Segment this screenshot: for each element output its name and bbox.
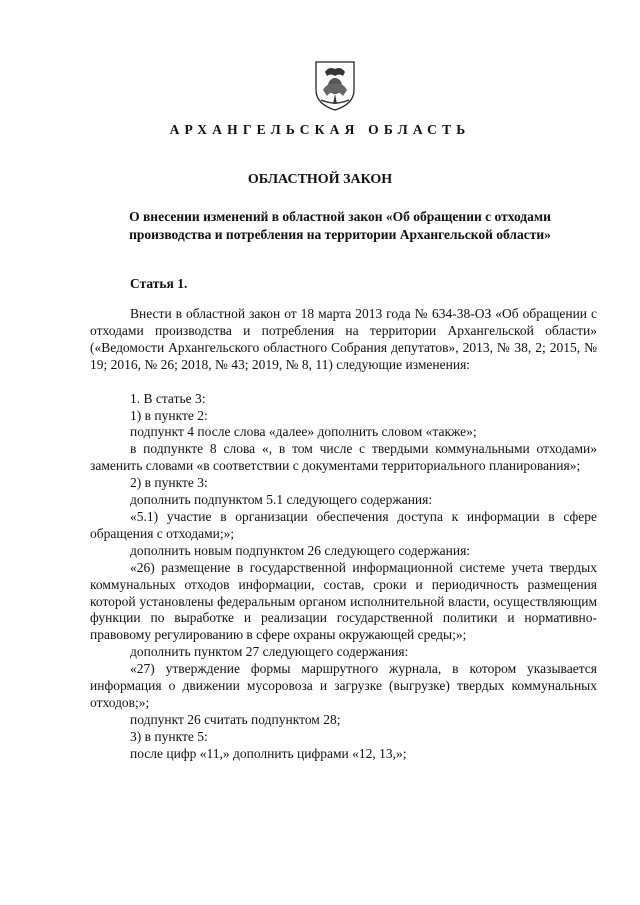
paragraph: «26) размещение в государственной информационной системе учета твердых коммунальных отходов информации, состав, сроки и периодичность размещения которой установлены федеральным органом исполнительной власти, осуществляющим функции по выработке и реализации государственной политики и нормативно-правовому регулированию в сфере охраны окружающей среды;»; (90, 559, 597, 643)
coat-of-arms-icon (313, 60, 357, 112)
region-title: АРХАНГЕЛЬСКАЯ ОБЛАСТЬ (169, 122, 471, 137)
paragraph: 1. В статье 3: (130, 390, 206, 406)
paragraph: дополнить подпунктом 5.1 следующего содержания: (130, 492, 433, 508)
paragraph: в подпункте 8 слова «, в том числе с твердыми коммунальными отходами» заменить словами «в соответствии с документами территориального планирования»; (90, 441, 597, 474)
law-body (90, 306, 597, 763)
paragraph: 3) в пункте 5: (130, 728, 208, 744)
paragraph: Внести в областной закон от 18 марта 2013 года № 634-38-ОЗ «Об обращении с отходами производства и потребления на территории Архангельской области» («Ведомости Архангельского областного Собрания депутатов», 2013, № 38, 2; 2015, № 19; 2016, № 26; 2018, № 43; 2019, № 8, 11) следующие изменения: (90, 306, 597, 372)
paragraph: «5.1) участие в организации обеспечения доступа к информации в сфере обращения с отходами;»; (90, 508, 597, 541)
paragraph: «27) утверждение формы маршрутного журнала, в котором указывается информация о движении мусоровоза и загрузке (выгрузке) твердых коммунальных отходов;»; (90, 661, 597, 710)
law-subject: О внесении изменений в областной закон «Об обращении с отходами производства и потребления на территории Архангельской области» (129, 209, 551, 242)
paragraph: подпункт 26 считать подпунктом 28; (130, 711, 341, 727)
law-type-title: ОБЛАСТНОЙ ЗАКОН (247, 172, 393, 187)
paragraph: 2) в пункте 3: (130, 475, 208, 491)
article-title: Статья 1. (130, 276, 188, 291)
paragraph: дополнить новым подпунктом 26 следующего содержания: (130, 542, 471, 558)
paragraph: 1) в пункте 2: (130, 407, 208, 423)
paragraph: после цифр «11,» дополнить цифрами «12, 13,»; (130, 745, 407, 761)
paragraph: подпункт 4 после слова «далее» дополнить словом «также»; (130, 424, 477, 440)
paragraph: дополнить пунктом 27 следующего содержания: (130, 644, 409, 660)
